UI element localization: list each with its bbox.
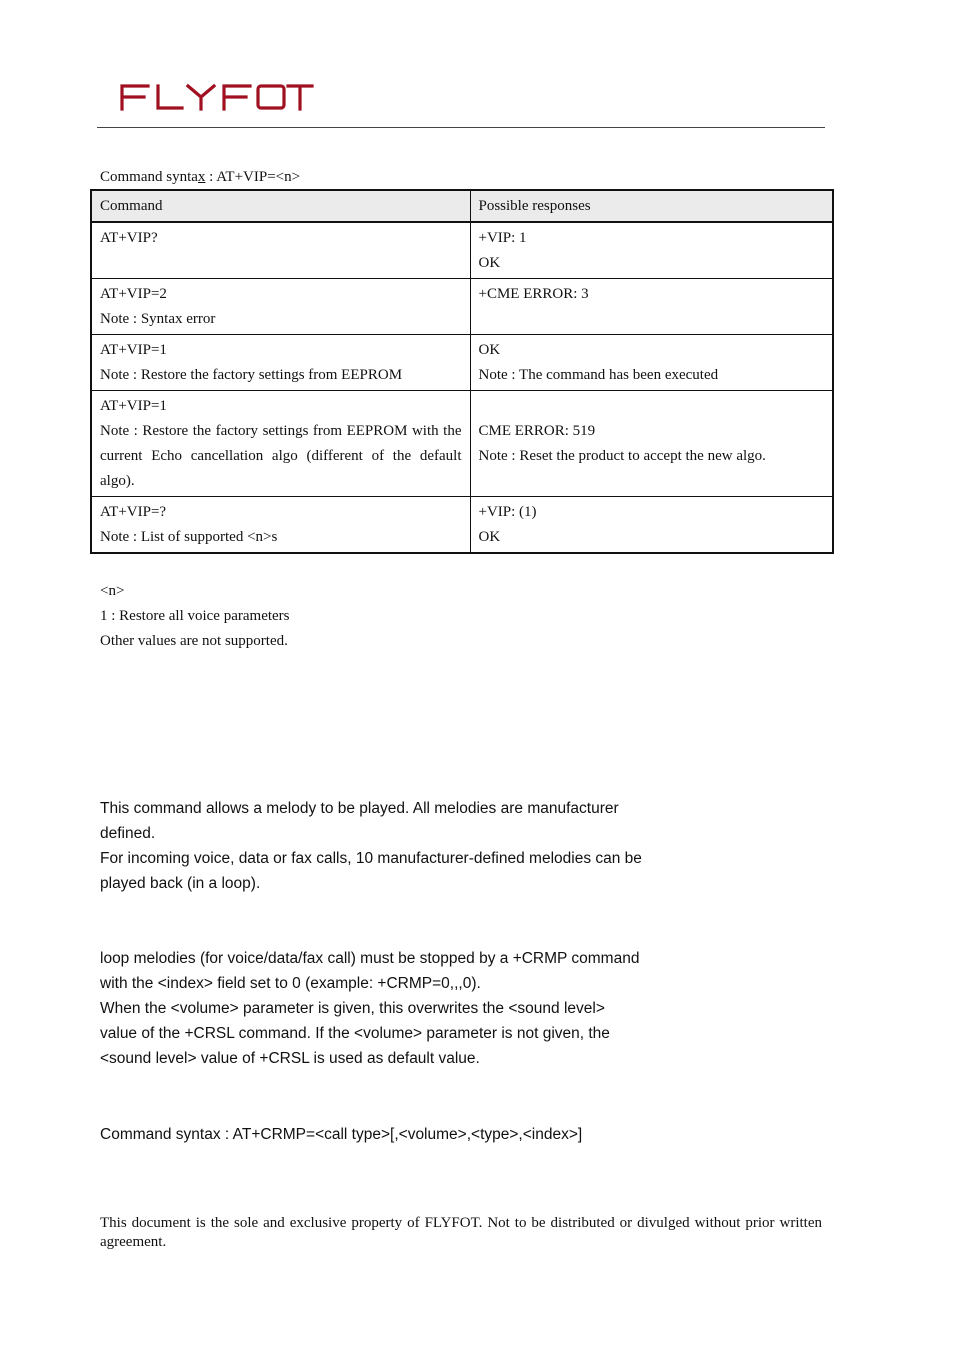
command-cell: AT+VIP=1 Note : Restore the factory settings from EEPROM with the current Echo cancellation algo (different of the default algo). <box>91 391 470 497</box>
response-cell: +CME ERROR: 3 <box>470 279 833 335</box>
param-line: Other values are not supported. <box>100 633 288 649</box>
header-rule <box>97 127 825 128</box>
crmp-command-syntax: Command syntax : AT+CRMP=<call type>[,<volume>,<type>,<index>] <box>100 1126 583 1143</box>
description-paragraph: This command allows a melody to be played. All melodies are manufacturer defined. For incoming voice, data or fax calls, 10 manufacturer-defined melodies can be played back (in a loop). <box>100 800 642 892</box>
header-command: Command <box>91 190 470 222</box>
parameter-description <box>100 579 290 654</box>
table-row <box>91 497 833 554</box>
table-row <box>91 335 833 391</box>
table-row <box>91 391 833 497</box>
response-cell: +VIP: 1 OK <box>470 222 833 279</box>
table-row <box>91 279 833 335</box>
response-cell: OK Note : The command has been executed <box>470 335 833 391</box>
command-cell: AT+VIP=? Note : List of supported <n>s <box>91 497 470 554</box>
command-syntax: Command syntax : AT+VIP=<n> <box>100 169 301 185</box>
flyfot-logo <box>118 82 314 112</box>
command-cell: AT+VIP=2 Note : Syntax error <box>91 279 470 335</box>
table-header-row <box>91 190 833 222</box>
header-responses: Possible responses <box>470 190 833 222</box>
param-line: 1 : Restore all voice parameters <box>100 608 290 624</box>
response-cell: CME ERROR: 519 Note : Reset the product to accept the new algo. <box>470 391 833 497</box>
param-name: <n> <box>100 583 125 599</box>
command-cell: AT+VIP=1 Note : Restore the factory settings from EEPROM <box>91 335 470 391</box>
command-cell: AT+VIP? <box>91 222 470 279</box>
notes-paragraph: loop melodies (for voice/data/fax call) must be stopped by a +CRMP command with the <index> field set to 0 (example: +CRMP=0,,,0). When the <volume> parameter is given, this overwrites the <sound level> value of the +CRSL command. If the <volume> parameter is not given, the <sound level> value of +CRSL is used as default value. <box>100 950 640 1067</box>
command-table <box>90 189 834 554</box>
table-row <box>91 222 833 279</box>
footer-disclaimer: This document is the sole and exclusive property of FLYFOT. Not to be distributed or divulged without prior written agreement. <box>100 1215 822 1250</box>
response-cell: +VIP: (1) OK <box>470 497 833 554</box>
